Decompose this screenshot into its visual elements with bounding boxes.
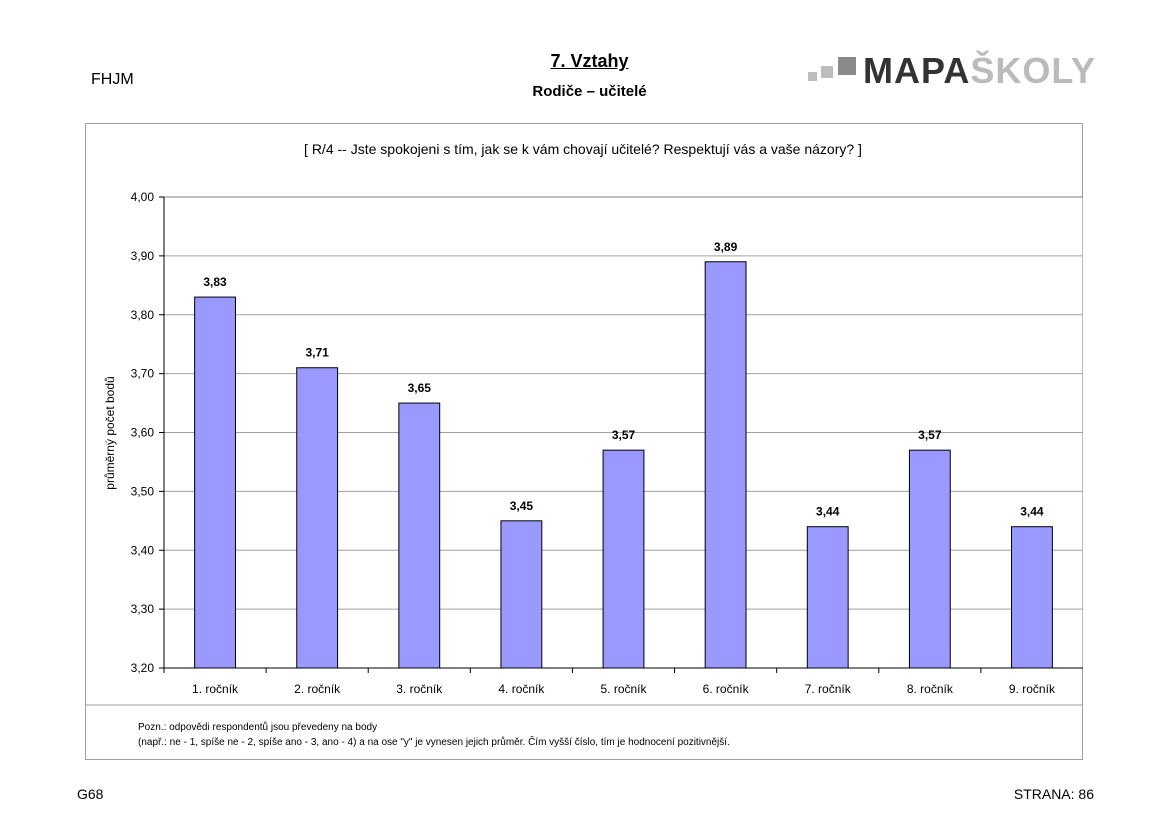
bar-value-label: 3,89 xyxy=(713,239,738,254)
y-tick-label: 3,30 xyxy=(130,602,154,617)
bar-value-label: 3,44 xyxy=(1020,504,1044,519)
logo-text-light: ŠKOLY xyxy=(970,50,1097,91)
school-code: FHJM xyxy=(91,71,134,88)
y-axis-label: průměrný počet bodů xyxy=(103,376,117,490)
bar-value-label: 3,71 xyxy=(305,345,329,360)
bar xyxy=(1012,527,1053,668)
bar-value-label: 3,83 xyxy=(203,275,227,290)
page-code: G68 xyxy=(77,786,104,802)
logo-square-large xyxy=(838,57,856,75)
chart-title: [ R/4 -- Jste spokojeni s tím, jak se k vám chovají učitelé? Respektují vás a vaše názory? ] xyxy=(304,141,862,157)
y-tick-label: 3,60 xyxy=(130,425,154,440)
x-tick-label: 8. ročník xyxy=(906,682,953,696)
logo-text xyxy=(863,50,1096,92)
x-tick-label: 2. ročník xyxy=(294,682,341,696)
bar-value-label: 3,65 xyxy=(407,381,431,396)
x-tick-label: 4. ročník xyxy=(498,682,545,696)
x-tick-label: 6. ročník xyxy=(702,682,749,696)
bar xyxy=(195,297,236,668)
bar-value-label: 3,57 xyxy=(918,428,942,443)
bar-value-label: 3,44 xyxy=(816,504,840,519)
bar xyxy=(909,450,950,668)
x-tick-label: 7. ročník xyxy=(804,682,851,696)
y-tick-label: 3,40 xyxy=(130,543,154,558)
page-title-text: 7. Vztahy xyxy=(550,51,629,71)
bar-value-label: 3,57 xyxy=(611,428,636,443)
y-tick-label: 4,00 xyxy=(130,190,154,204)
y-tick-label: 3,50 xyxy=(130,484,154,499)
mapa-skoly-logo xyxy=(808,50,1097,91)
bar xyxy=(807,527,848,668)
bar xyxy=(705,262,746,668)
x-tick-label: 5. ročník xyxy=(600,682,647,696)
note-line-1: Pozn.: odpovědi respondentů jsou převedeny na body xyxy=(138,722,378,733)
bar xyxy=(501,521,542,668)
bar xyxy=(603,450,644,668)
y-tick-label: 3,80 xyxy=(130,307,154,322)
bar-value-label: 3,45 xyxy=(509,498,534,513)
bar xyxy=(399,403,440,668)
page-subtitle-text: Rodiče – učitelé xyxy=(532,83,647,100)
bar xyxy=(297,368,338,668)
logo-text-dark: MAPA xyxy=(863,50,971,91)
x-axis-ticks xyxy=(164,668,1056,696)
y-tick-label: 3,20 xyxy=(130,661,154,675)
bar-chart xyxy=(85,123,1083,760)
note-line-2: (např.: ne - 1, spíše ne - 2, spíše ano - 3, ano - 4) a na ose "y" je vynesen jejich průměr. Čím vyšší číslo, tím je hodnocení pozitivnější. xyxy=(138,737,730,748)
x-tick-label: 3. ročník xyxy=(396,682,443,696)
x-tick-label: 9. ročník xyxy=(1008,682,1055,696)
page-number: STRANA: 86 xyxy=(1013,786,1094,802)
y-tick-label: 3,70 xyxy=(130,366,154,381)
y-tick-label: 3,90 xyxy=(130,248,154,263)
x-tick-label: 1. ročník xyxy=(192,682,239,696)
logo-square-medium xyxy=(821,66,833,78)
logo-square-small xyxy=(808,72,817,81)
